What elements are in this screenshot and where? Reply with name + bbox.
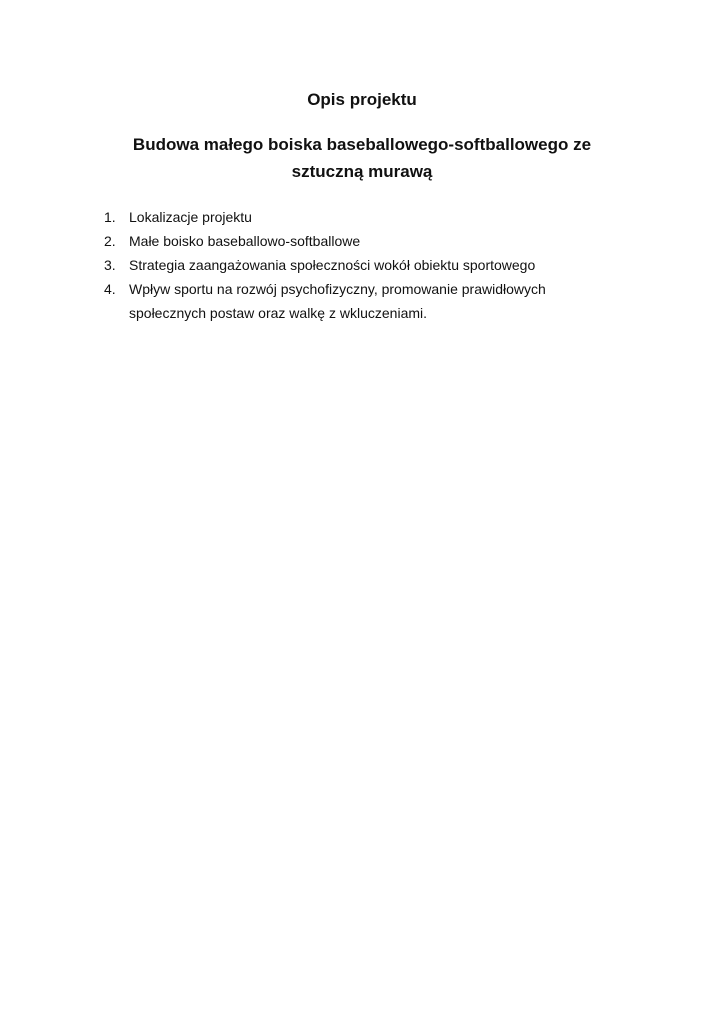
list-item-text: Małe boisko baseballowo-softballowe	[129, 233, 361, 249]
list-item-number: 3.	[104, 257, 116, 273]
page-title: Opis projektu	[307, 90, 417, 109]
list-item	[104, 253, 624, 277]
list-item-number: 1.	[104, 209, 116, 225]
list-item	[104, 277, 624, 325]
list-item-number: 4.	[104, 281, 116, 297]
list-item-number: 2.	[104, 233, 116, 249]
list-item-text: Lokalizacje projektu	[129, 209, 252, 225]
list-item	[104, 205, 624, 229]
list-item-text: Wpływ sportu na rozwój psychofizyczny, promowanie prawidłowych społecznych postaw oraz walkę z wkluczeniami.	[129, 281, 546, 321]
project-subtitle: Budowa małego boiska baseballowego-softballowego ze sztuczną murawą	[132, 135, 592, 181]
contents-list	[104, 205, 624, 325]
list-item-text: Strategia zaangażowania społeczności wokół obiektu sportowego	[129, 257, 536, 273]
list-item	[104, 229, 624, 253]
